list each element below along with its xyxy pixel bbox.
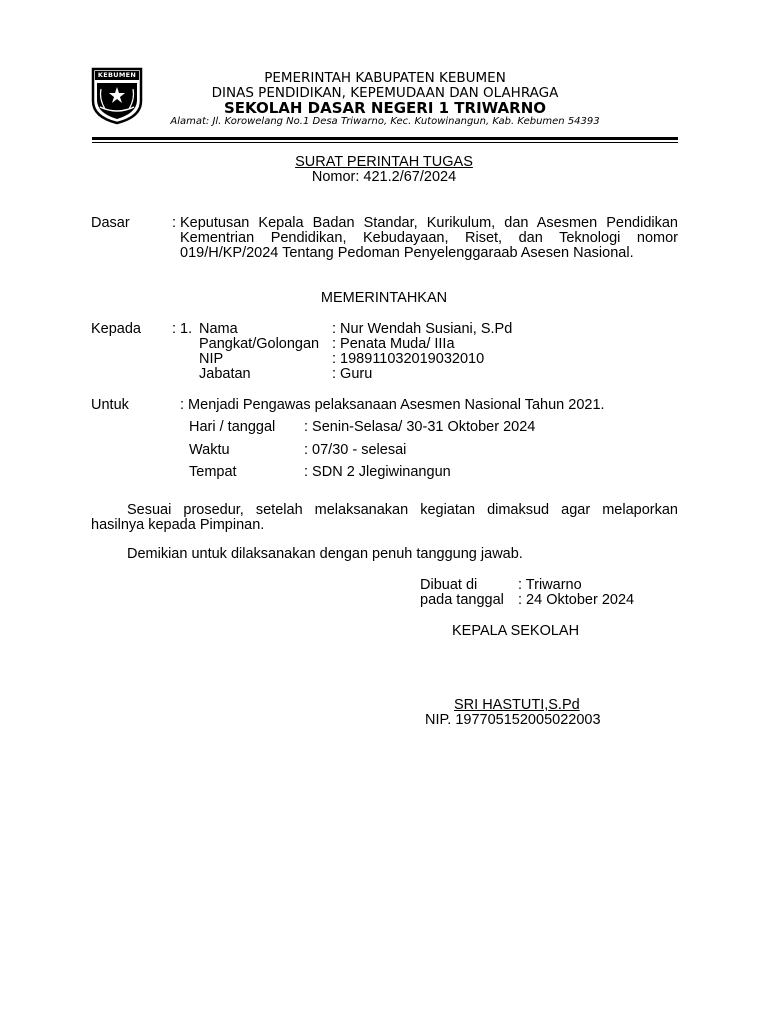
letterhead-rule-thick (92, 137, 678, 140)
dasar-line-3: 019/H/KP/2024 Tentang Pedoman Penyelenggaraab Asesen Nasional. (180, 245, 634, 261)
field-label-nip: NIP (199, 351, 224, 367)
detail-label-tempat: Tempat (189, 464, 237, 480)
dasar-colon: : (172, 215, 177, 231)
field-label-jabatan: Jabatan (199, 366, 251, 382)
field-value-jabatan: : Guru (332, 366, 373, 382)
school-address: Alamat: Jl. Korowelang No.1 Desa Triwarno, Kec. Kutowinangun, Kab. Kebumen 54393 (170, 116, 600, 127)
logo-text: KEBUMEN (97, 71, 137, 79)
detail-label-waktu: Waktu (189, 442, 230, 458)
date-label: pada tanggal (420, 592, 504, 608)
signer-position: KEPALA SEKOLAH (452, 623, 580, 639)
dasar-line-1: Keputusan Kepala Badan Standar, Kurikulum, dan Asesmen Pendidikan (180, 215, 678, 231)
dasar-label: Dasar (91, 215, 130, 231)
letterhead-line-2: DINAS PENDIDIKAN, KEPEMUDAAN DAN OLAHRAGA (211, 85, 559, 101)
field-value-nama: : Nur Wendah Susiani, S.Pd (332, 321, 513, 337)
place-label: Dibuat di (420, 577, 478, 593)
detail-value-waktu: : 07/30 - selesai (304, 442, 407, 458)
detail-value-tempat: : SDN 2 Jlegiwinangun (304, 464, 451, 480)
untuk-label: Untuk (91, 397, 129, 413)
field-label-nama: Nama (199, 321, 238, 337)
command-heading: MEMERINTAHKAN (320, 290, 448, 306)
school-name: SEKOLAH DASAR NEGERI 1 TRIWARNO (223, 99, 546, 117)
field-label-pangkat: Pangkat/Golongan (199, 336, 320, 352)
closing-paragraph-line-2: hasilnya kepada Pimpinan. (91, 517, 265, 533)
detail-value-hari: : Senin-Selasa/ 30-31 Oktober 2024 (304, 419, 536, 435)
untuk-text: : Menjadi Pengawas pelaksanaan Asesmen Nasional Tahun 2021. (180, 397, 605, 413)
date-value: : 24 Oktober 2024 (518, 592, 635, 608)
closing-paragraph-line-1: Sesuai prosedur, setelah melaksanakan kegiatan dimaksud agar melaporkan (127, 502, 678, 518)
school-logo (91, 67, 143, 125)
field-value-pangkat: : Penata Muda/ IIIa (332, 336, 455, 352)
kepada-label: Kepada (91, 321, 141, 337)
document-title: SURAT PERINTAH TUGAS (295, 154, 473, 170)
signer-name: SRI HASTUTI,S.Pd (454, 697, 580, 713)
letterhead-rule-thin (92, 142, 678, 143)
letterhead-line-1: PEMERINTAH KABUPATEN KEBUMEN (264, 70, 506, 86)
field-value-nip: : 198911032019032010 (332, 351, 485, 367)
detail-label-hari: Hari / tanggal (189, 419, 276, 435)
place-value: : Triwarno (518, 577, 582, 593)
dasar-line-2: Kementrian Pendidikan, Kebudayaan, Riset, dan Teknologi nomor (180, 230, 678, 246)
document-number: Nomor: 421.2/67/2024 (311, 169, 457, 185)
kepada-prefix: : 1. (172, 321, 193, 337)
closing-statement: Demikian untuk dilaksanakan dengan penuh tanggung jawab. (127, 546, 523, 562)
signer-nip: NIP. 197705152005022003 (425, 712, 601, 728)
